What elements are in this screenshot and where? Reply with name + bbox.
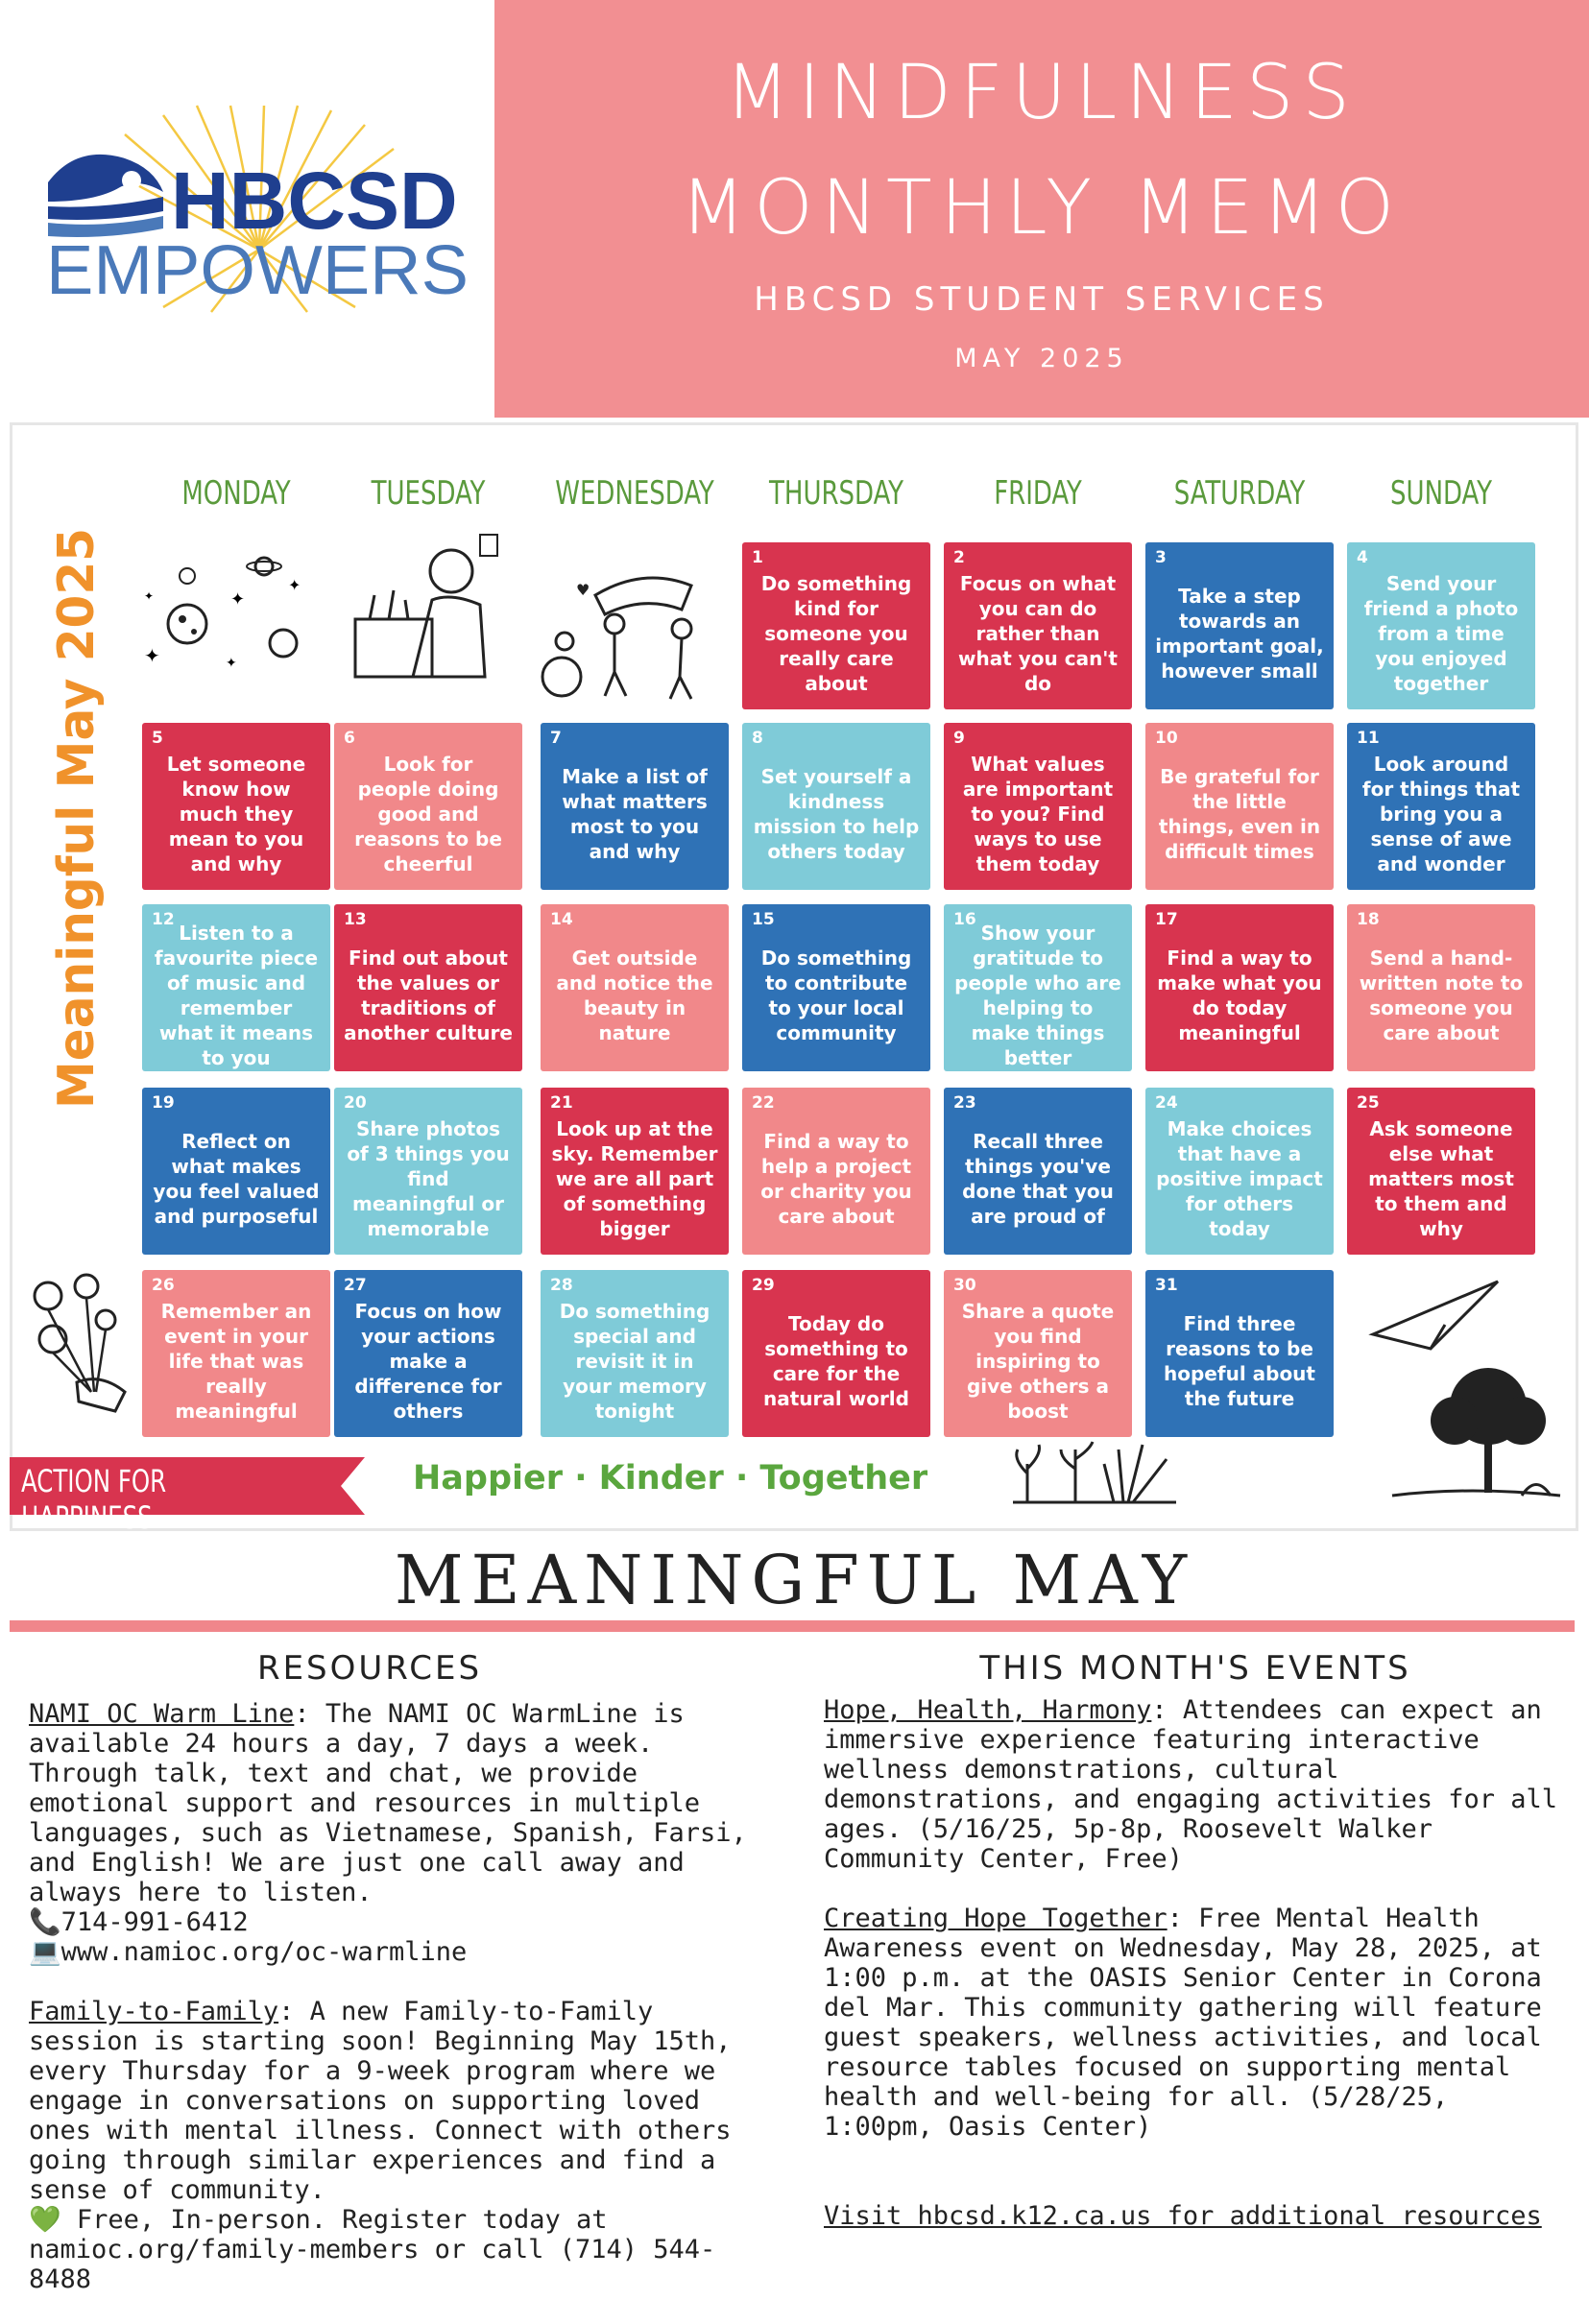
event-1-title: Hope, Health, Harmony: [824, 1695, 1152, 1725]
calendar-day-number: 6: [344, 729, 355, 748]
svg-text:✦: ✦: [230, 589, 246, 610]
logo-bottom-text: EMPOWERS: [46, 232, 469, 309]
nami-warmline-title: NAMI OC Warm Line: [29, 1699, 295, 1729]
calendar-day-activity: Show your gratitude to people who are helping to make things better: [954, 922, 1121, 1069]
issue-date: MAY 2025: [954, 344, 1129, 373]
calendar-day-number: 1: [752, 548, 763, 567]
day-header-thursday: THURSDAY: [769, 474, 903, 513]
calendar-day-9: [944, 723, 1132, 890]
calendar-day-activity: Recall three things you've done that you are proud of: [962, 1130, 1114, 1228]
calendar-day-activity: Let someone know how much they mean to you and why: [166, 753, 306, 875]
calendar-day-number: 29: [752, 1276, 775, 1295]
calendar-day-number: 11: [1357, 729, 1380, 748]
svg-text:✦: ✦: [144, 589, 155, 603]
resources-heading: RESOURCES: [256, 1649, 483, 1688]
calendar-day-number: 14: [550, 910, 573, 929]
section-title: MEANINGFUL MAY: [394, 1541, 1195, 1619]
calendar-day-number: 18: [1357, 910, 1380, 929]
calendar-day-1: [742, 542, 930, 709]
events-heading: THIS MONTH'S EVENTS: [979, 1649, 1411, 1688]
calendar-day-number: 28: [550, 1276, 573, 1295]
calendar-day-28: [541, 1270, 729, 1437]
calendar-day-17: [1145, 904, 1334, 1071]
svg-text:✦: ✦: [144, 644, 160, 667]
calendar-day-24: [1145, 1088, 1334, 1255]
calendar-day-activity: Find out about the values or traditions of another culture: [344, 946, 513, 1044]
calendar-day-activity: Look up at the sky. Remember we are all part of something bigger: [551, 1117, 718, 1240]
family-to-family-body: : A new Family-to-Family session is starting soon! Beginning May 15th, every Thursday for a 9-week program where we engage in conversations on supporting loved ones with mental illness. Connect with others going through similar experiences and find a sense of community.: [29, 1997, 732, 2205]
svg-text:✦: ✦: [288, 576, 301, 594]
calendar-day-11: [1347, 723, 1535, 890]
resources-column: [29, 1699, 768, 2324]
day-header-saturday: SATURDAY: [1173, 474, 1306, 513]
calendar-day-number: 21: [550, 1093, 573, 1113]
calendar-day-number: 4: [1357, 548, 1368, 567]
calendar-day-number: 31: [1155, 1276, 1178, 1295]
department-label: HBCSD STUDENT SERVICES: [754, 280, 1330, 319]
calendar-day-16: [944, 904, 1132, 1071]
calendar-day-number: 15: [752, 910, 775, 929]
calendar-day-activity: Find a way to make what you do today meaningful: [1157, 946, 1322, 1044]
calendar-day-activity: Ask someone else what matters most to them and why: [1368, 1117, 1514, 1240]
calendar-day-19: [142, 1088, 330, 1255]
calendar-day-number: 24: [1155, 1093, 1178, 1113]
calendar-day-20: [334, 1088, 522, 1255]
calendar-day-activity: What values are important to you? Find ways to use them today: [962, 753, 1114, 875]
nami-website: 💻www.namioc.org/oc-warmline: [29, 1937, 468, 1967]
event-2-title: Creating Hope Together: [824, 1904, 1168, 1933]
svg-text:♥: ♥: [576, 581, 590, 599]
calendar-day-activity: Take a step towards an important goal, however small: [1155, 585, 1324, 683]
calendar-day-activity: Find three reasons to be hopeful about the future: [1164, 1312, 1315, 1410]
calendar-side-title: [43, 505, 110, 1116]
family-to-family-title: Family-to-Family: [29, 1997, 279, 2026]
calendar-day-number: 2: [953, 548, 965, 567]
calendar-day-number: 26: [152, 1276, 175, 1295]
calendar-day-29: [742, 1270, 930, 1437]
family-to-family-entry: [29, 1997, 768, 2294]
day-header-monday: MONDAY: [181, 474, 291, 513]
calendar-day-number: 12: [152, 910, 175, 929]
calendar-day-number: 25: [1357, 1093, 1380, 1113]
calendar-day-number: 27: [344, 1276, 367, 1295]
calendar-day-10: [1145, 723, 1334, 890]
calendar-day-number: 7: [550, 729, 562, 748]
calendar-day-7: [541, 723, 729, 890]
event-creating-hope-together: [824, 1904, 1563, 2142]
calendar-day-activity: Focus on what you can do rather than what you can't do: [958, 572, 1118, 695]
calendar-day-30: [944, 1270, 1132, 1437]
calendar-day-27: [334, 1270, 522, 1437]
calendar-day-26: [142, 1270, 330, 1437]
calendar-day-23: [944, 1088, 1132, 1255]
calendar-day-activity: Find a way to help a project or charity you care about: [760, 1130, 912, 1228]
day-header-sunday: SUNDAY: [1390, 474, 1492, 513]
calendar-day-number: 30: [953, 1276, 976, 1295]
calendar-day-activity: Today do something to care for the natural world: [763, 1312, 909, 1410]
plants-doodle: [1008, 1430, 1181, 1507]
calendar-day-6: [334, 723, 522, 890]
family-to-family-details: 💚 Free, In-person. Register today at namioc.org/family-members or call (714) 544-8488: [29, 2205, 716, 2294]
calendar-day-number: 22: [752, 1093, 775, 1113]
calendar-day-activity: Do something to contribute to your local community: [760, 946, 912, 1044]
calendar-day-activity: Get outside and notice the beauty in nature: [556, 946, 713, 1044]
calendar-day-15: [742, 904, 930, 1071]
calendar-day-activity: Look for people doing good and reasons to be cheerful: [354, 753, 502, 875]
calendar-side-title-text: Meaningful May 2025: [48, 505, 106, 1109]
calendar-day-activity: Share photos of 3 things you find meaningful or memorable: [347, 1117, 510, 1240]
calendar-day-2: [944, 542, 1132, 709]
calendar-day-activity: Remember an event in your life that was really meaningful: [160, 1300, 312, 1423]
calendar-day-31: [1145, 1270, 1334, 1437]
hbcsd-empowers-logo: [38, 106, 480, 317]
nami-phone: 📞714-991-6412: [29, 1907, 249, 1937]
calendar-day-4: [1347, 542, 1535, 709]
memo-title-line2: MONTHLY MEMO: [680, 165, 1404, 252]
day-header-friday: FRIDAY: [994, 474, 1082, 513]
volunteer-doodle: [346, 533, 509, 686]
calendar-day-number: 20: [344, 1093, 367, 1113]
calendar-day-activity: Reflect on what makes you feel valued and purposeful: [153, 1130, 320, 1228]
calendar-day-number: 8: [752, 729, 763, 748]
additional-resources-link[interactable]: Visit hbcsd.k12.ca.us for additional resources: [824, 2201, 1542, 2231]
svg-text:✦: ✦: [226, 656, 237, 671]
calendar-day-activity: Make choices that have a positive impact for others today: [1156, 1117, 1323, 1240]
calendar-day-number: 23: [953, 1093, 976, 1113]
calendar-day-18: [1347, 904, 1535, 1071]
calendar-day-activity: Look around for things that bring you a sense of awe and wonder: [1361, 753, 1521, 875]
header-band: [494, 0, 1589, 418]
calendar-day-13: [334, 904, 522, 1071]
calendar-tagline: Happier · Kinder · Together: [413, 1459, 928, 1497]
space-doodle: [134, 547, 317, 682]
logo-top-text: HBCSD: [171, 156, 458, 246]
calendar-day-activity: Be grateful for the little things, even in difficult times: [1158, 765, 1321, 863]
nami-warmline-entry: [29, 1699, 768, 1967]
paper-plane-tree-doodle: [1354, 1277, 1570, 1517]
calendar-day-14: [541, 904, 729, 1071]
calendar-day-activity: Do something kind for someone you really care about: [760, 572, 912, 695]
calendar-day-activity: Send a hand-written note to someone you care about: [1359, 946, 1524, 1044]
calendar-day-3: [1145, 542, 1334, 709]
flowers-doodle: [19, 1267, 139, 1421]
calendar-day-number: 16: [953, 910, 976, 929]
calendar-day-number: 5: [152, 729, 163, 748]
event-hope-health-harmony: [824, 1695, 1563, 1874]
event-1-body: : Attendees can expect an immersive experience featuring interactive wellness demonstrations, cultural demonstrations, and engaging activities for all ages. (5/16/25, 5p-8p, Roosevelt Walker Community Center, Free): [824, 1695, 1558, 1874]
calendar-day-25: [1347, 1088, 1535, 1255]
parade-doodle: [538, 557, 720, 701]
calendar-day-number: 19: [152, 1093, 175, 1113]
calendar-day-activity: Send your friend a photo from a time you enjoyed together: [1363, 572, 1519, 695]
action-for-happiness-text: ACTION FOR HAPPINESS: [21, 1463, 167, 1536]
event-2-body: : Free Mental Health Awareness event on Wednesday, May 28, 2025, at 1:00 p.m. at the OASIS Senior Center in Corona del Mar. This community gathering will feature guest speakers, wellness activities, and local resource tables focused on supporting mental health and well-being for all. (5/28/25, 1:00pm, Oasis Center): [824, 1904, 1542, 2142]
calendar-day-8: [742, 723, 930, 890]
calendar-day-activity: Listen to a favourite piece of music and remember what it means to you: [154, 922, 319, 1069]
calendar-day-22: [742, 1088, 930, 1255]
calendar-day-activity: Do something special and revisit it in your memory tonight: [559, 1300, 710, 1423]
calendar-day-activity: Set yourself a kindness mission to help others today: [753, 765, 920, 863]
calendar-day-number: 9: [953, 729, 965, 748]
calendar-day-5: [142, 723, 330, 890]
calendar-day-activity: Make a list of what matters most to you and why: [562, 765, 708, 863]
calendar-day-number: 13: [344, 910, 367, 929]
memo-title-line1: MINDFULNESS: [725, 50, 1359, 136]
calendar-day-number: 10: [1155, 729, 1178, 748]
events-column: [824, 1695, 1563, 2261]
section-divider: [10, 1620, 1575, 1632]
calendar-day-number: 17: [1155, 910, 1178, 929]
calendar-day-activity: Focus on how your actions make a difference for others: [354, 1300, 502, 1423]
calendar-day-12: [142, 904, 330, 1071]
day-header-tuesday: TUESDAY: [371, 474, 486, 513]
calendar-day-number: 3: [1155, 548, 1167, 567]
nami-warmline-body: : The NAMI OC WarmLine is available 24 hours a day, 7 days a week. Through talk, text and chat, we provide emotional support and resources in multiple languages, such as Vietnamese, Spanish, Farsi, and English! We are just one call away and always here to listen.: [29, 1699, 747, 1907]
day-header-wednesday: WEDNESDAY: [555, 474, 714, 513]
calendar-day-21: [541, 1088, 729, 1255]
calendar-day-activity: Share a quote you find inspiring to give others a boost: [961, 1300, 1115, 1423]
